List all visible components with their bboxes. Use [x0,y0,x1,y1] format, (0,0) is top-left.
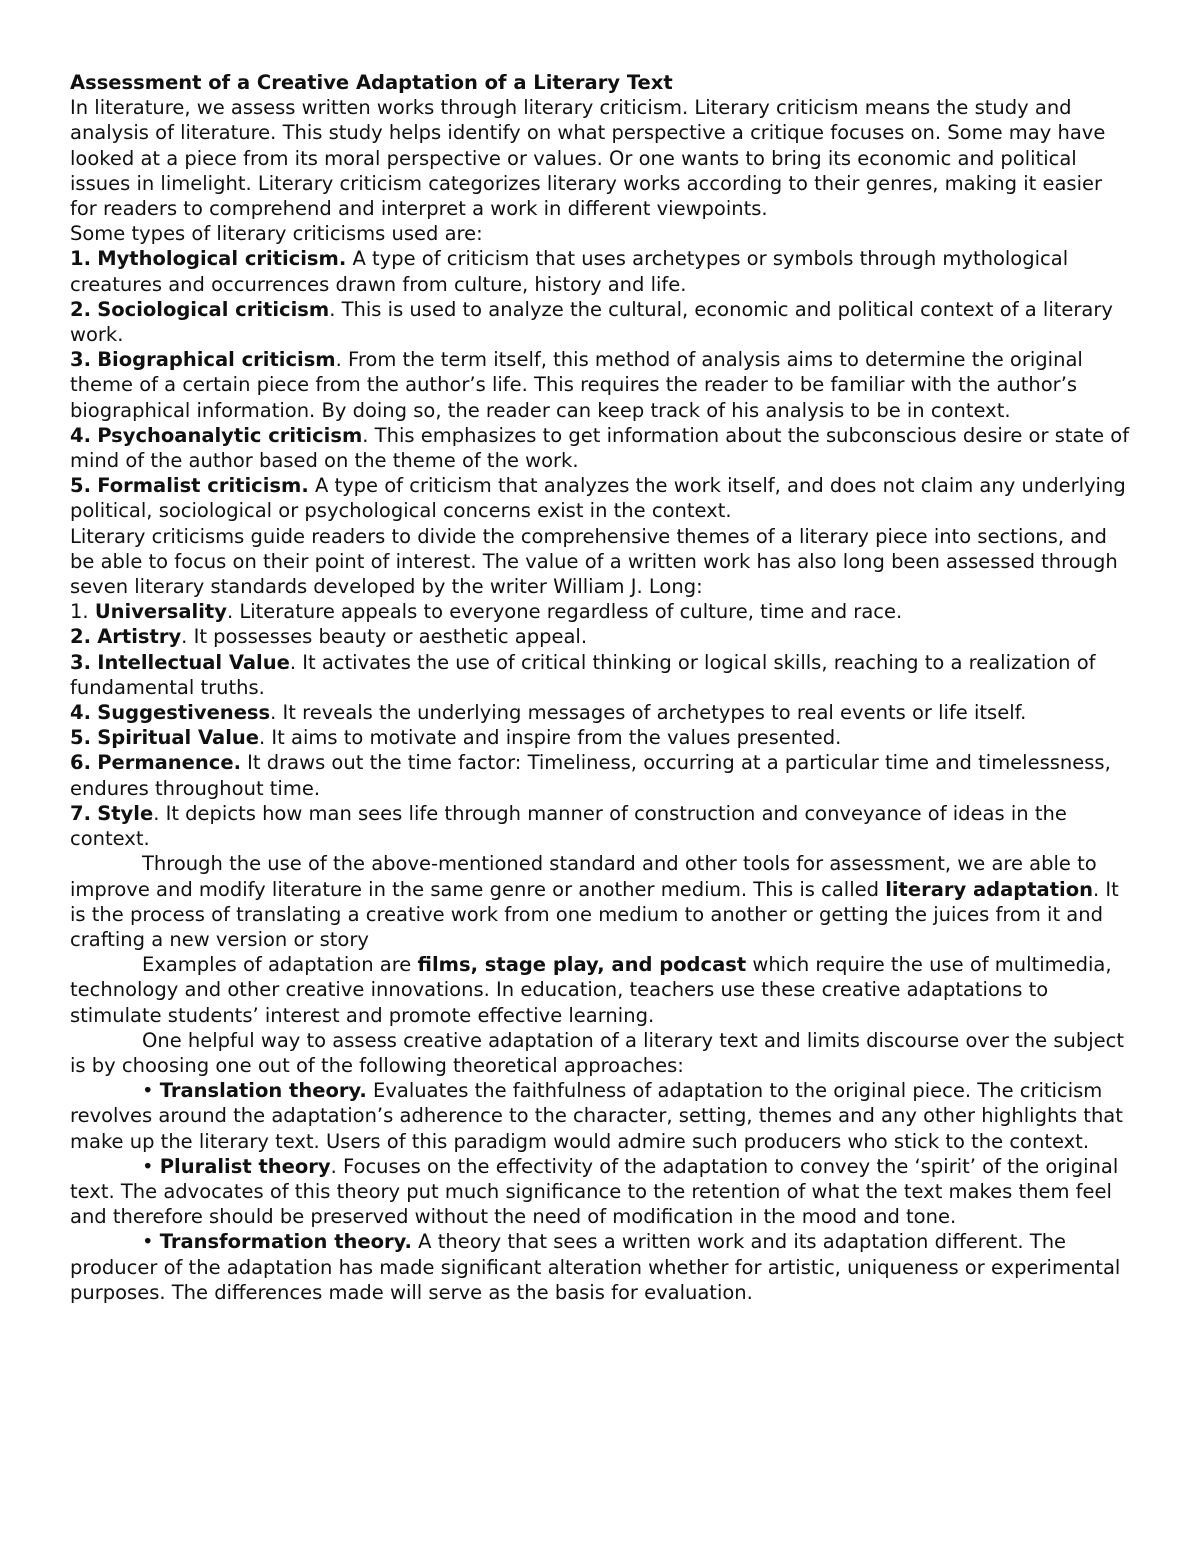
standard-number: 3. [70,650,91,674]
standards-lead: Literary criticisms guide readers to divide the comprehensive themes of a literary piece into sections, and be able to focus on their point of interest. The value of a written work has also long been assessed through seven literary standards developed by the writer William J. Long: [70,524,1118,599]
bullet-icon: • [142,1154,154,1178]
standard-term: Universality [94,600,227,624]
theory-term: Transformation theory. [159,1230,412,1254]
standard-item [70,750,1135,800]
criticism-term: Biographical criticism [97,348,336,372]
standard-item [70,801,1135,851]
criticism-number: 5. [70,474,91,498]
theory-term: Pluralist theory [159,1154,331,1178]
theory-term: Translation theory. [159,1079,367,1103]
standard-item [70,700,1135,725]
criticism-item [70,423,1135,473]
criticism-desc: A type of criticism that uses archetypes or symbols through mythological creatures and occurrences drawn from culture, history and life. [70,247,1069,296]
standard-desc: . It possesses beauty or aesthetic appeal. [181,625,588,649]
examples-text-before: Examples of adaptation are [142,953,418,977]
standard-number: 1. [70,600,89,624]
standard-term: Permanence. [97,751,241,775]
standard-desc: It draws out the time factor: Timeliness, occurring at a particular time and timelessness, endures throughout time. [70,751,1111,800]
adaptation-text-after: . It is the process of translating a creative work from one medium to another or getting the juices from it and crafting a new version or story [70,877,1119,951]
bullet-icon: • [142,1079,154,1103]
standard-item [70,599,1135,624]
theory-desc: A theory that sees a written work and its adaptation different. The producer of the adaptation has made significant alteration whether for artistic, uniqueness or experimental purposes. The differences made will serve as the basis for evaluation. [70,1230,1121,1304]
theory-desc: Evaluates the faithfulness of adaptation to the original piece. The criticism revolves around the adaptation’s adherence to the character, setting, themes and any other highlights that make up the literary text. Users of this paradigm would admire such producers who stick to the context. [70,1079,1123,1153]
examples-term: films, stage play, and podcast [417,953,747,977]
standard-term: Artistry [97,625,182,649]
standard-desc: . It depicts how man sees life through manner of construction and conveyance of ideas in the context. [70,801,1067,851]
standard-number: 6. [70,751,91,775]
criticism-item [70,473,1135,523]
standard-number: 5. [70,726,91,750]
criticism-item [70,246,1135,296]
standard-term: Style [97,801,154,825]
standard-number: 4. [70,701,91,725]
criticism-number: 3. [70,348,91,372]
standard-desc: . It reveals the underlying messages of archetypes to real events or life itself. [270,701,1027,725]
approach-paragraph: One helpful way to assess creative adaptation of a literary text and limits discourse over the subject is by choosing one out of the following theoretical approaches: [70,1028,1125,1077]
criticism-number: 2. [70,297,91,321]
standard-term: Intellectual Value [97,650,290,674]
bullet-icon: • [142,1230,154,1254]
adaptation-paragraph [70,851,1135,952]
adaptation-term: literary adaptation [885,877,1093,901]
standard-term: Suggestiveness [97,701,271,725]
standard-item [70,650,1135,700]
standard-desc: . It activates the use of critical thinking or logical skills, reaching to a realization of fundamental truths. [70,650,1096,699]
criticism-item [70,347,1135,423]
theory-item [70,1078,1135,1154]
criticism-term: Sociological criticism [97,297,330,321]
criticism-number: 1. [70,247,91,271]
adaptation-text-before: Through the use of the above-mentioned standard and other tools for assessment, we are able to improve and modify literature in the same genre or another medium. This is called [70,852,1097,901]
criticism-desc: . From the term itself, this method of analysis aims to determine the original theme of a certain piece from the author’s life. This requires the reader to be familiar with the author’s biographical information. By doing so, the reader can keep track of his analysis to be in context. [70,348,1083,422]
criticism-number: 4. [70,423,91,447]
criticism-desc: . This emphasizes to get information about the subconscious desire or state of mind of the author based on the theme of the work. [70,423,1130,473]
examples-paragraph [70,952,1135,1028]
standard-item [70,624,1135,649]
standard-number: 7. [70,801,91,825]
criticism-term: Psychoanalytic criticism [97,423,363,447]
standard-desc: . Literature appeals to everyone regardless of culture, time and race. [226,600,903,624]
standard-desc: . It aims to motivate and inspire from the values presented. [259,726,842,750]
theory-desc: . Focuses on the effectivity of the adaptation to convey the ‘spirit’ of the original text. The advocates of this theory put much significance to the retention of what the text makes them feel and therefore should be preserved without the need of modification in the mood and tone. [70,1154,1119,1229]
examples-text-after: which require the use of multimedia, technology and other creative innovations. In education, teachers use these creative adaptations to stimulate students’ interest and promote effective learning. [70,953,1112,1027]
theory-item [70,1154,1135,1230]
document-page [70,70,1135,1305]
criticism-term: Mythological criticism. [97,247,347,271]
document-title: Assessment of a Creative Adaptation of a Literary Text [70,71,673,94]
intro-paragraph: In literature, we assess written works through literary criticism. Literary criticism means the study and analysis of literature. This study helps identify on what perspective a critique focuses on. Some may have looked at a piece from its moral perspective or values. Or one wants to bring its economic and political issues in limelight. Literary criticism categorizes literary works according to their genres, making it easier for readers to comprehend and interpret a work in different viewpoints. [70,96,1106,221]
standard-term: Spiritual Value [97,726,259,750]
criticism-term: Formalist criticism. [97,474,309,498]
criticism-types-lead: Some types of literary criticisms used are: [70,222,483,246]
standard-item [70,725,1135,750]
criticism-desc: A type of criticism that analyzes the work itself, and does not claim any underlying political, sociological or psychological concerns exist in the context. [70,474,1126,523]
criticism-item [70,297,1135,347]
criticism-desc: . This is used to analyze the cultural, economic and political context of a literary work. [70,297,1113,347]
standard-number: 2. [70,625,91,649]
theory-item [70,1229,1135,1305]
